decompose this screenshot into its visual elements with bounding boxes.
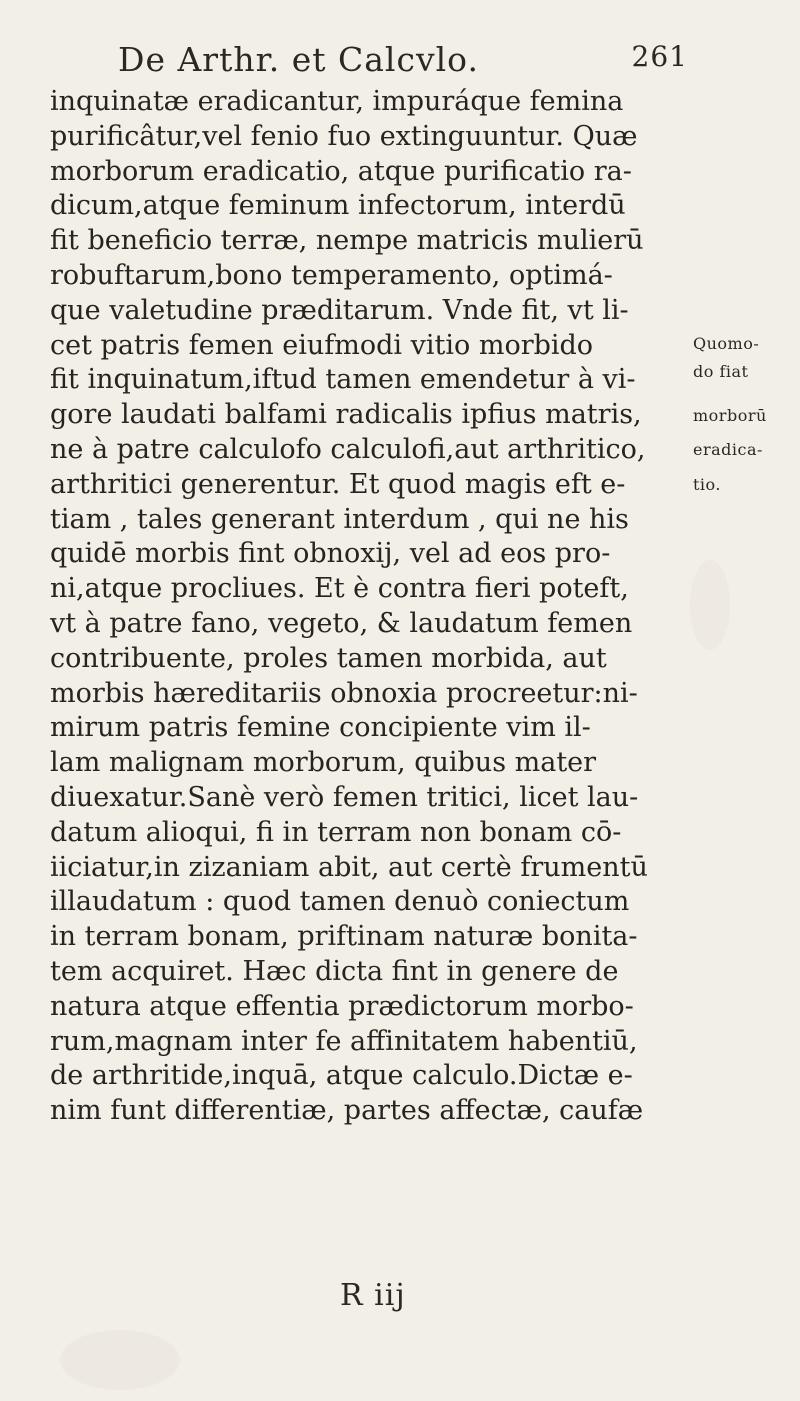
text-line: illaudatum : quod tamen denuò coniectum	[50, 886, 630, 918]
text-line: iiciatur,in zizaniam abit, aut certè frumentū	[50, 851, 648, 883]
text-line: datum alioqui, fi in terram non bonam cō-	[50, 816, 622, 848]
text-line: quidē morbis fint obnoxij, vel ad eos pro-	[50, 538, 611, 570]
text-line: que valetudine præditarum. Vnde fit, vt li-	[50, 294, 629, 326]
paper-stain	[690, 560, 730, 650]
body-text	[50, 85, 665, 1129]
signature-mark: R iij	[340, 1278, 406, 1313]
text-line: nim funt differentiæ, partes affectæ, caufæ	[50, 1095, 644, 1127]
text-line: morbis hæreditariis obnoxia procreetur:ni-	[50, 677, 638, 709]
text-line: fit inquinatum,iftud tamen emendetur à vi-	[50, 364, 636, 396]
text-line: diuexatur.Sanè verò femen tritici, licet lau-	[50, 781, 639, 813]
text-line: contribuente, proles tamen morbida, aut	[50, 642, 607, 674]
text-line: mirum patris femine concipiente vim il-	[50, 712, 591, 744]
text-line: ne à patre calculofo calculofi,aut arthritico,	[50, 433, 646, 465]
text-line: natura atque effentia prædictorum morbo-	[50, 990, 634, 1022]
text-line: cet patris femen eiufmodi vitio morbido	[50, 329, 594, 361]
running-head	[118, 40, 688, 79]
text-line: inquinatæ eradicantur, impuráque femina	[50, 86, 624, 117]
paper-stain	[60, 1330, 180, 1390]
text-line: lam malignam morborum, quibus mater	[50, 747, 597, 779]
marginal-note-line: morborū	[693, 405, 767, 425]
marginal-note-line: do fiat	[693, 361, 749, 381]
text-line: gore laudati balfami radicalis ipfius matris,	[50, 399, 642, 431]
marginal-note-line: tio.	[693, 475, 721, 495]
text-line: robuftarum,bono temperamento, optimá-	[50, 259, 613, 291]
page-number: 261	[631, 40, 688, 73]
text-line: tem acquiret. Hæc dicta fint in genere de	[50, 955, 619, 987]
text-line: ni,atque procliues. Et è contra fieri poteft,	[50, 573, 629, 605]
text-line: arthritici generentur. Et quod magis eft e-	[50, 468, 626, 500]
marginal-note-line: eradica-	[693, 440, 763, 460]
text-line: purificâtur,vel fenio fuo extinguuntur. Quæ	[50, 120, 638, 152]
running-head-title: De Arthr. et Calcvlo.	[118, 40, 479, 79]
text-line: morborum eradicatio, atque purificatio ra-	[50, 155, 632, 187]
text-line: de arthritide,inquā, atque calculo.Dictæ e-	[50, 1060, 633, 1092]
text-line: dicum,atque feminum infectorum, interdū	[50, 190, 626, 222]
text-line: fit beneficio terræ, nempe matricis mulierū	[50, 225, 644, 257]
text-line: in terram bonam, priftinam naturæ bonita-	[50, 921, 638, 953]
marginal-note	[693, 327, 793, 503]
text-line: rum,magnam inter fe affinitatem habentiū,	[50, 1025, 638, 1057]
marginal-note-line: Quomo-	[693, 334, 760, 353]
text-line: vt à patre fano, vegeto, & laudatum femen	[50, 607, 633, 639]
text-line: tiam , tales generant interdum , qui ne his	[50, 503, 629, 535]
